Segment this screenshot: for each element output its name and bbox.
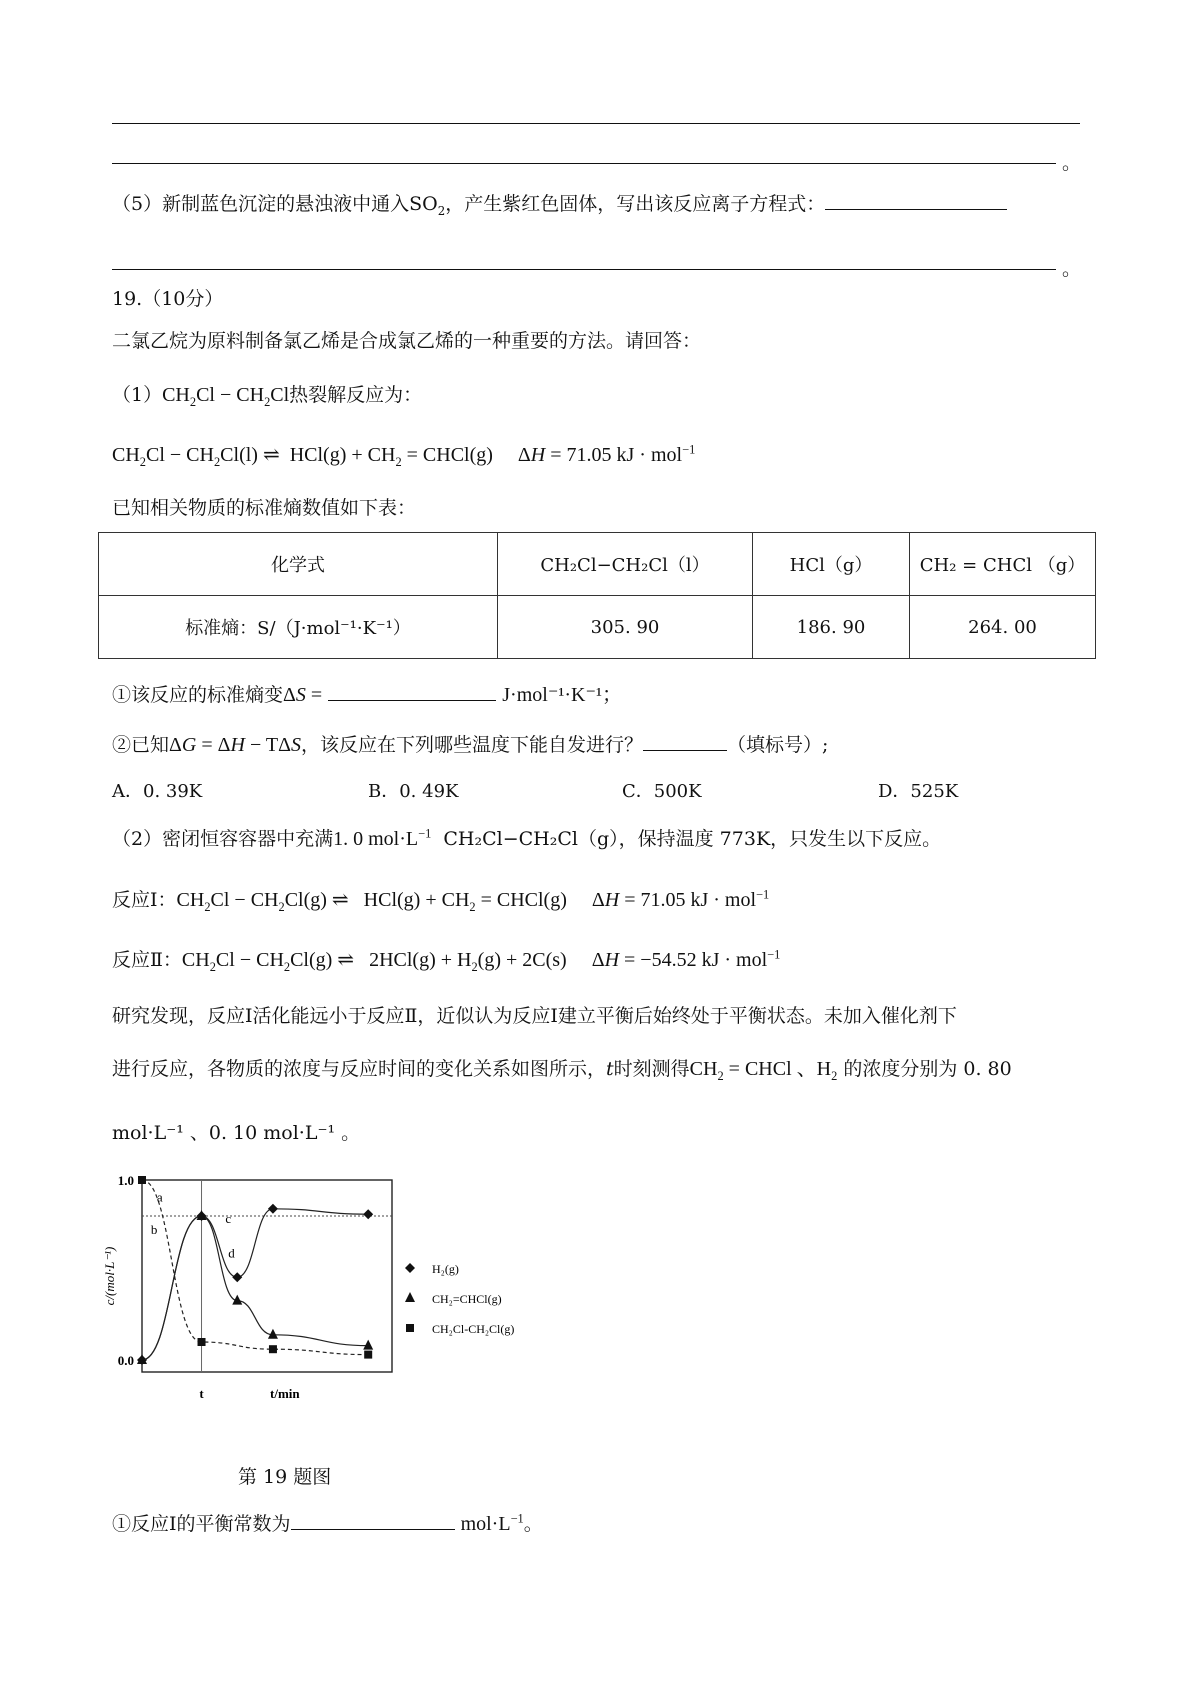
y-tick-label: 0.0 [117, 1353, 134, 1368]
data-point [232, 1272, 242, 1282]
data-point [198, 1338, 206, 1346]
x-axis-label: t/min [270, 1386, 300, 1401]
curve-label: d [228, 1245, 235, 1261]
paragraph: 研究发现，反应Ⅰ活化能远小于反应Ⅱ，近似认为反应Ⅰ建立平衡后始终处于平衡状态。未加入催化剂下 [112, 1005, 957, 1027]
table-header-cell: HCl（g） [753, 533, 910, 596]
table-cell: 305. 90 [498, 596, 753, 659]
option-a[interactable]: A．0. 39K [112, 781, 203, 802]
table-intro: 已知相关物质的标准熵数值如下表： [112, 497, 417, 519]
x-tick-label: t [199, 1386, 204, 1401]
subquestion-1: ①该反应的标准熵变ΔS = J·mol⁻¹·K⁻¹； [112, 684, 623, 706]
question-header: 19.（10分） [112, 288, 224, 310]
data-point [138, 1176, 146, 1184]
table-header-cell: CH₂ = CHCl （g） [910, 533, 1096, 596]
formula-dichloroethane: $CH_2Cl - CH_2Cl$ [162, 384, 290, 409]
paragraph: 进行反应，各物质的浓度与反应时间的变化关系如图所示，t时刻测得$CH_2$ = CHCl 、$H_2$ 的浓度分别为 0. 80 [112, 1058, 1012, 1083]
part1-label: $(1)CH_2Cl - CH_2Cl$热裂解反应为： [112, 384, 423, 409]
y-tick-label: 1.0 [117, 1173, 134, 1188]
subquestion-k: ①反应Ⅰ的平衡常数为 $mol\cdot L^{-1}$。 [112, 1511, 543, 1535]
answer-line[interactable] [112, 269, 1056, 270]
table-cell: 标准熵：S/（J·mol⁻¹·K⁻¹） [99, 596, 498, 659]
table-row [99, 596, 1096, 659]
answer-blank[interactable] [643, 750, 727, 751]
option-c[interactable]: C．500K [622, 781, 702, 802]
curve-label: c [225, 1211, 232, 1227]
question-intro: 二氯乙烷为原料制备氯乙烯是合成氯乙烯的一种重要的方法。请回答： [112, 330, 702, 352]
table-header-cell: 化学式 [99, 533, 498, 596]
subquestion-2: ②已知ΔG = ΔH − TΔS，该反应在下列哪些温度下能自发进行？ （填标号）; [112, 734, 829, 756]
option-b[interactable]: B．0. 49K [368, 781, 459, 802]
concentration-time-chart [100, 1172, 560, 1456]
legend-label: H₂(g) [432, 1262, 459, 1276]
legend-label: CH₂Cl-CH₂Cl(g) [432, 1322, 515, 1336]
option-d[interactable]: D．525K [878, 781, 959, 802]
answer-line[interactable] [112, 123, 1080, 124]
answer-blank[interactable] [328, 700, 496, 701]
data-point [363, 1340, 373, 1350]
answer-blank[interactable] [825, 209, 1007, 210]
legend-label: CH₂=CHCl(g) [432, 1292, 502, 1306]
data-point [363, 1209, 373, 1219]
answer-line[interactable] [112, 163, 1056, 164]
table-row [99, 533, 1096, 596]
curve-label: b [150, 1222, 158, 1237]
plot-frame [142, 1180, 392, 1372]
entropy-table [98, 532, 1096, 659]
terminal-mark: 。 [1062, 258, 1082, 280]
paragraph: mol·L⁻¹ 、0. 10 mol·L⁻¹ 。 [112, 1122, 361, 1144]
answer-blank[interactable] [291, 1529, 455, 1530]
legend-marker [406, 1324, 414, 1332]
series-line [142, 1216, 368, 1360]
reaction-1: 反应Ⅰ：$CH_2Cl - CH_2Cl(g)$ ⇌ $HCl(g) + CH_2$ = CHCl(g) ΔH = 71.05 kJ · mol$^{-1}$ [112, 887, 770, 914]
q18-part5: （5）新制蓝色沉淀的悬浊液中通入$SO_2$，产生紫红色固体，写出该反应离子方程式： [112, 193, 1007, 216]
y-axis-label: c/(mol·L⁻¹) [102, 1246, 117, 1306]
reaction-2: 反应Ⅱ：$CH_2Cl - CH_2Cl(g)$ ⇌ $2HCl(g) + H_2(g) + 2C(s)$ ΔH = −54.52 kJ · mol$^{-1}$ [112, 947, 781, 974]
terminal-mark: 。 [1062, 152, 1082, 174]
table-cell: 264. 00 [910, 596, 1096, 659]
curve-label: a [156, 1189, 163, 1205]
thermal-equation: $CH_2Cl - CH_2Cl(l)$ ⇌ $HCl(g) + CH_2$ = CHCl(g) ΔH = 71.05 kJ · mol$^{-1}$ [112, 442, 696, 469]
part2-intro: （2）密闭恒容容器中充满1. 0 $mol\cdot L^{-1}$ CH₂Cl−CH₂Cl（g），保持温度 773K，只发生以下反应。 [112, 826, 942, 850]
data-point [268, 1204, 278, 1214]
data-point [269, 1345, 277, 1353]
table-cell: 186. 90 [753, 596, 910, 659]
data-point [364, 1351, 372, 1359]
table-header-cell: CH₂Cl−CH₂Cl（l） [498, 533, 753, 596]
legend-marker [405, 1292, 415, 1302]
legend-marker [405, 1263, 415, 1273]
figure-caption: 第 19 题图 [238, 1466, 332, 1488]
